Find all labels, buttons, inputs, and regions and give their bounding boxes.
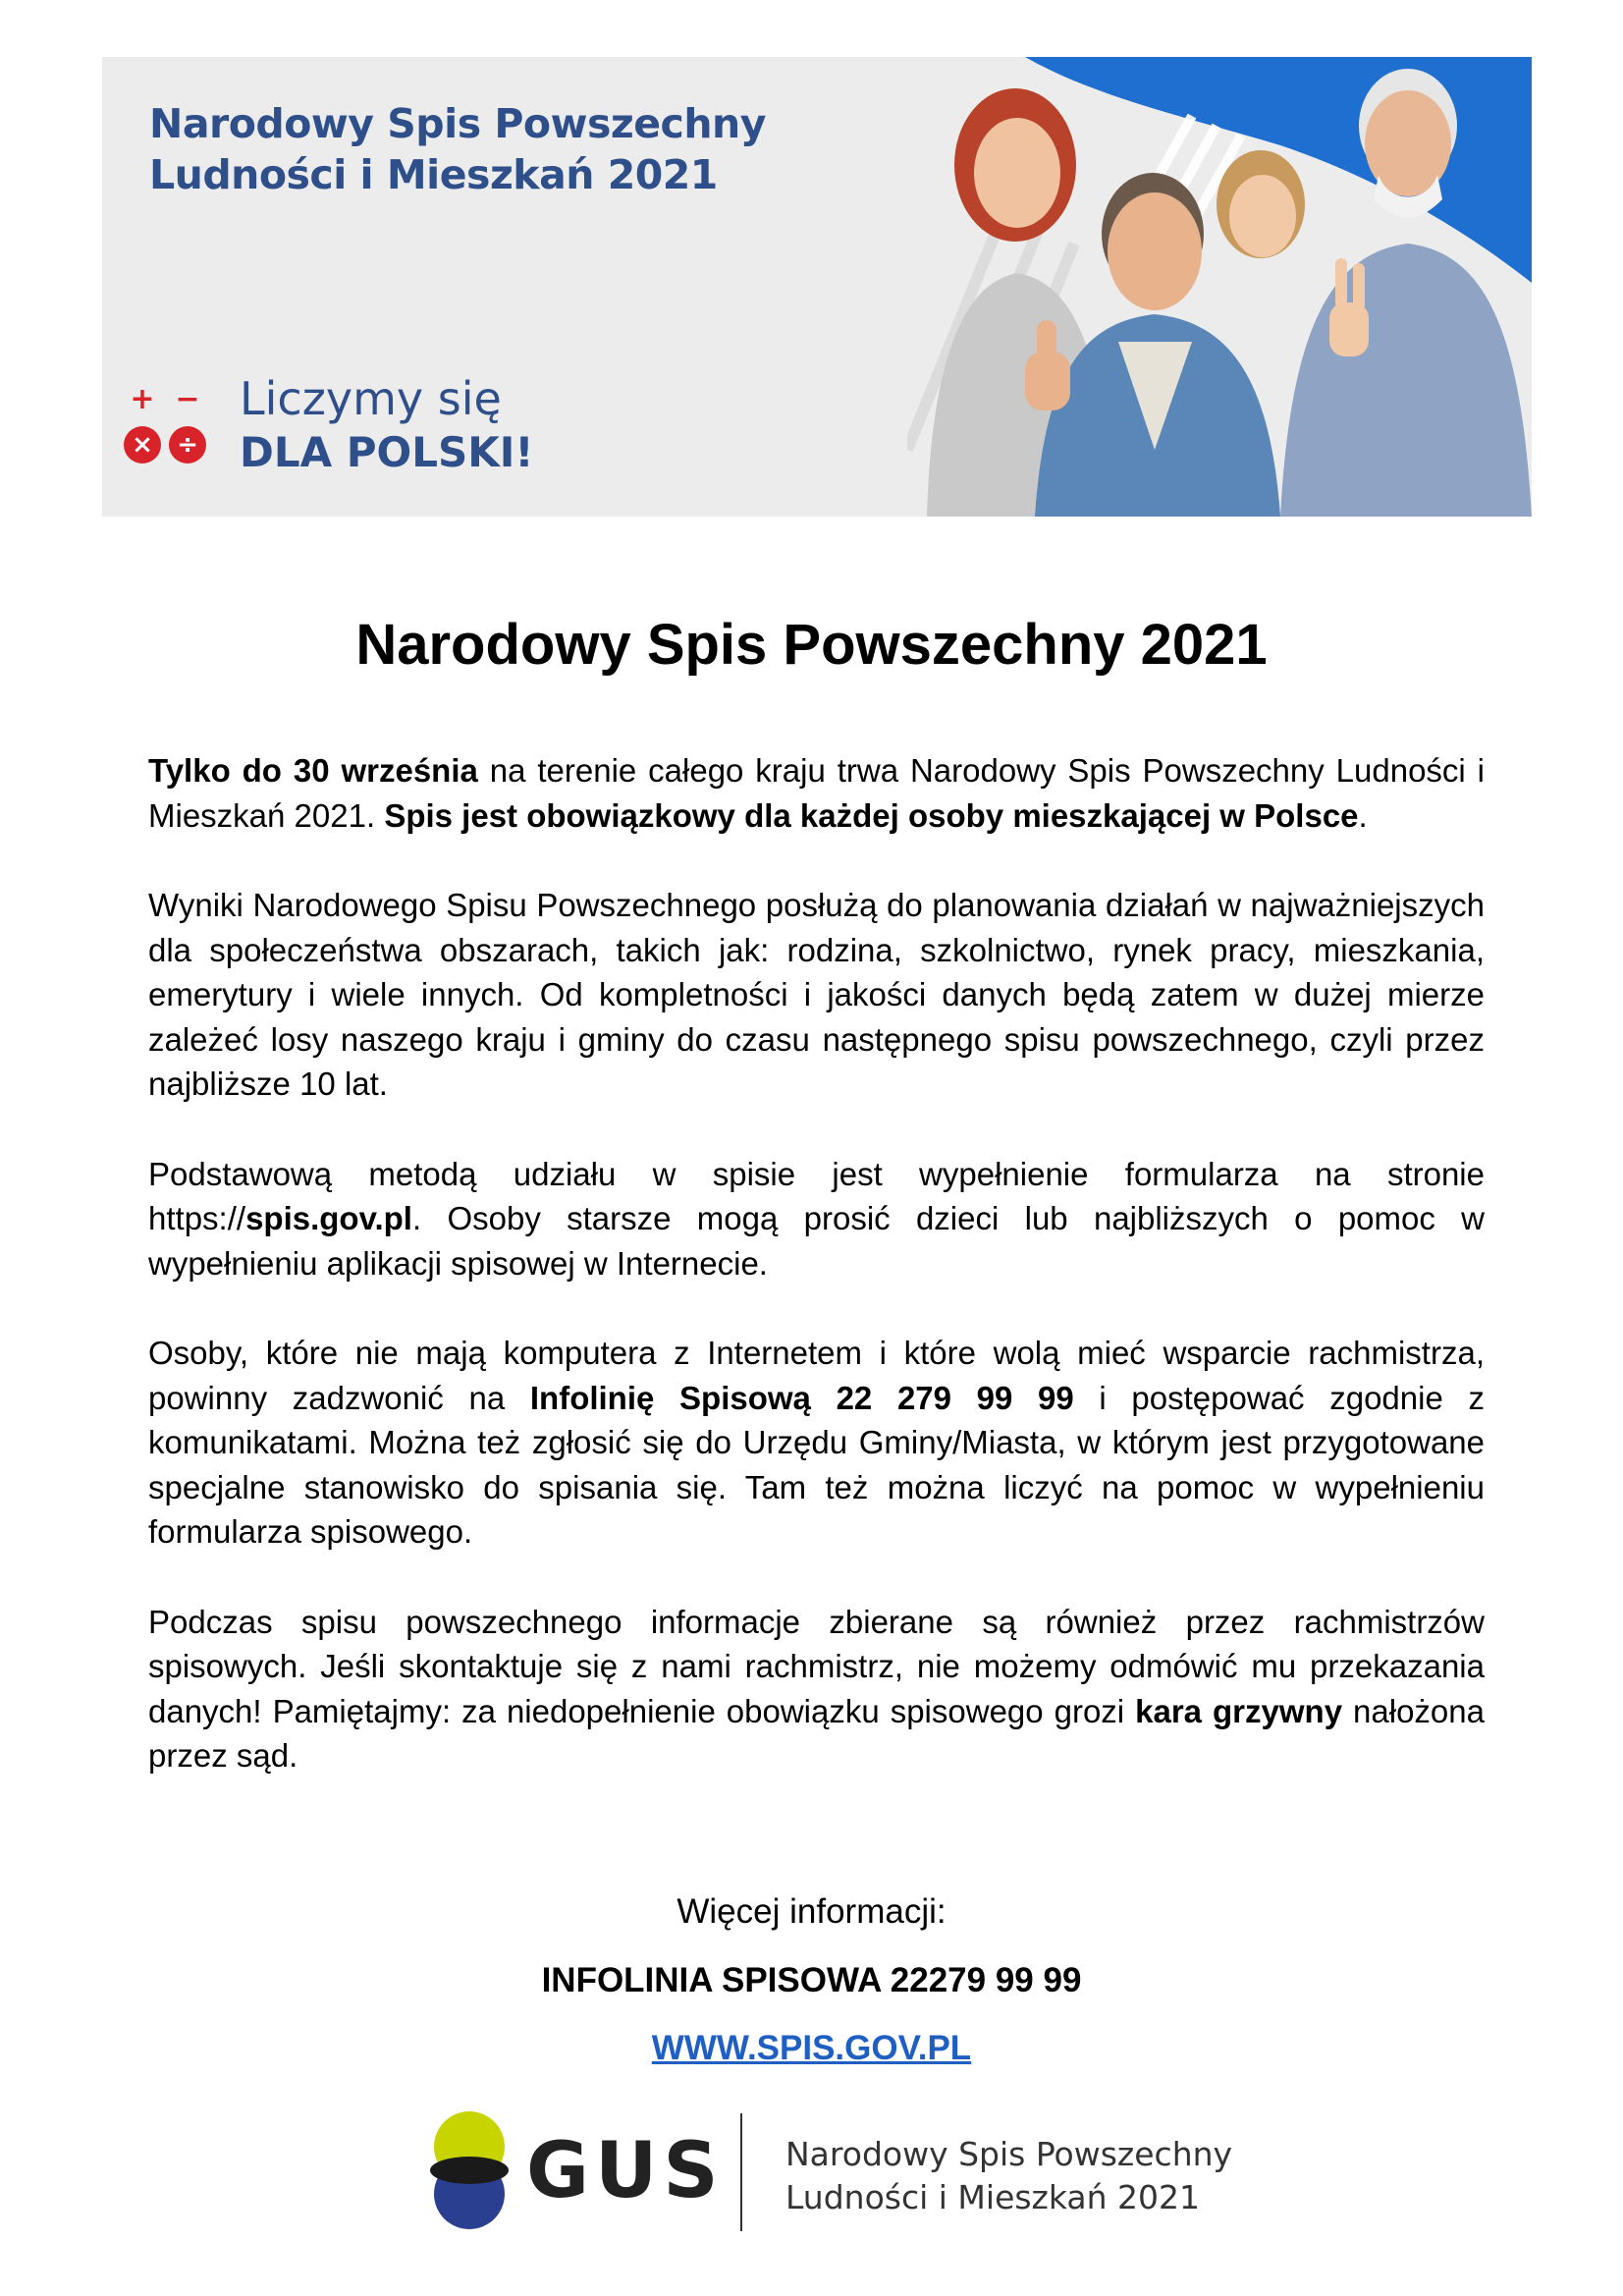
logo-caption-line2: Ludności i Mieszkań 2021 — [785, 2178, 1201, 2216]
slogan-line2: DLA POLSKI! — [240, 428, 534, 476]
paragraph-results: Wyniki Narodowego Spisu Powszechnego posłużą do planowania działań w najważniejszych dla społeczeństwa obszarach, takich jak: rodzina, szkolnictwo, rynek pracy, mieszkania, emerytury i wiele innych. Od kompletności i jakości danych będą zatem w dużej mierze zależeć losy naszego kraju i gminy do czasu następnego spisu powszechnego, czyli przez najbliższe 10 lat. — [148, 887, 1485, 1102]
more-info-label: Więcej informacji: — [676, 1892, 947, 1931]
math-symbols-icon — [124, 381, 212, 469]
banner-title — [149, 98, 766, 200]
gus-logo — [428, 2109, 1233, 2237]
paragraph-deadline — [148, 748, 1485, 838]
method-site-bold: spis.gov.pl — [245, 1200, 412, 1236]
banner-title-line2: Ludności i Mieszkań 2021 — [149, 151, 718, 198]
plus-icon: + — [130, 382, 155, 416]
paragraph-method — [148, 1152, 1485, 1286]
hotline-bold: Infolinię Spisową 22 279 99 99 — [529, 1379, 1074, 1416]
family-photo — [907, 57, 1532, 517]
fine-bold: kara grzywny — [1135, 1692, 1343, 1729]
divide-icon: ÷ — [169, 426, 206, 464]
hotline-text: Osoby, które nie mają komputera z Internetem i które wolą mieć wsparcie rachmistrza, powinny zadzwonić na — [148, 1335, 1485, 1416]
logo-divider — [740, 2113, 742, 2231]
deadline-bold: Tylko do 30 września — [148, 752, 478, 789]
gus-emblem-icon — [428, 2109, 511, 2231]
page-title: Narodowy Spis Powszechny 2021 — [355, 613, 1268, 677]
paragraph-enumerators — [148, 1600, 1485, 1778]
logo-caption — [785, 2133, 1232, 2219]
method-text-2: . Osoby starsze mogą prosić dzieci lub najbliższych o pomoc w wypełnieniu aplikacji spisowej w Internecie. — [148, 1200, 1485, 1282]
paragraph-hotline — [148, 1331, 1485, 1555]
gus-logo-text: GUS — [526, 2127, 725, 2215]
hotline-text-2: i postępować zgodnie z komunikatami. Można też zgłosić się do Urzędu Gminy/Miasta, w którym jest przygotowane specjalne stanowisko do spisania się. Tam też można liczyć na pomoc w wypełnieniu formularza spisowego. — [148, 1379, 1485, 1550]
census-banner — [102, 57, 1532, 517]
website-link[interactable]: WWW.SPIS.GOV.PL — [651, 2029, 972, 2067]
deadline-text: na terenie całego kraju trwa Narodowy Spis Powszechny Ludności i Mieszkań 2021. — [148, 752, 1485, 834]
method-text: Podstawową metodą udziału w spisie jest wypełnienie formularza na stronie https:// — [148, 1155, 1485, 1236]
slogan-line1: Liczymy się — [240, 372, 502, 425]
logo-caption-line1: Narodowy Spis Powszechny — [785, 2135, 1233, 2173]
banner-slogan — [240, 371, 534, 479]
hotline-number: INFOLINIA SPISOWA 22279 99 99 — [541, 1961, 1082, 1999]
minus-icon: − — [175, 382, 200, 416]
deadline-end: . — [1358, 796, 1368, 834]
obligation-bold: Spis jest obowiązkowy dla każdej osoby mieszkającej w Polsce — [384, 796, 1359, 834]
enumerators-text-2: nałożona przez sąd. — [148, 1692, 1485, 1774]
banner-title-line1: Narodowy Spis Powszechny — [149, 100, 766, 147]
article-body — [148, 748, 1485, 1824]
enumerators-text: Podczas spisu powszechnego informacje zbierane są również przez rachmistrzów spisowych. Jeśli skontaktuje się z nami rachmistrz, nie możemy odmówić mu przekazania danych! Pamiętajmy: za niedopełnienie obowiązku spisowego grozi — [148, 1603, 1485, 1729]
times-icon: × — [124, 426, 161, 464]
